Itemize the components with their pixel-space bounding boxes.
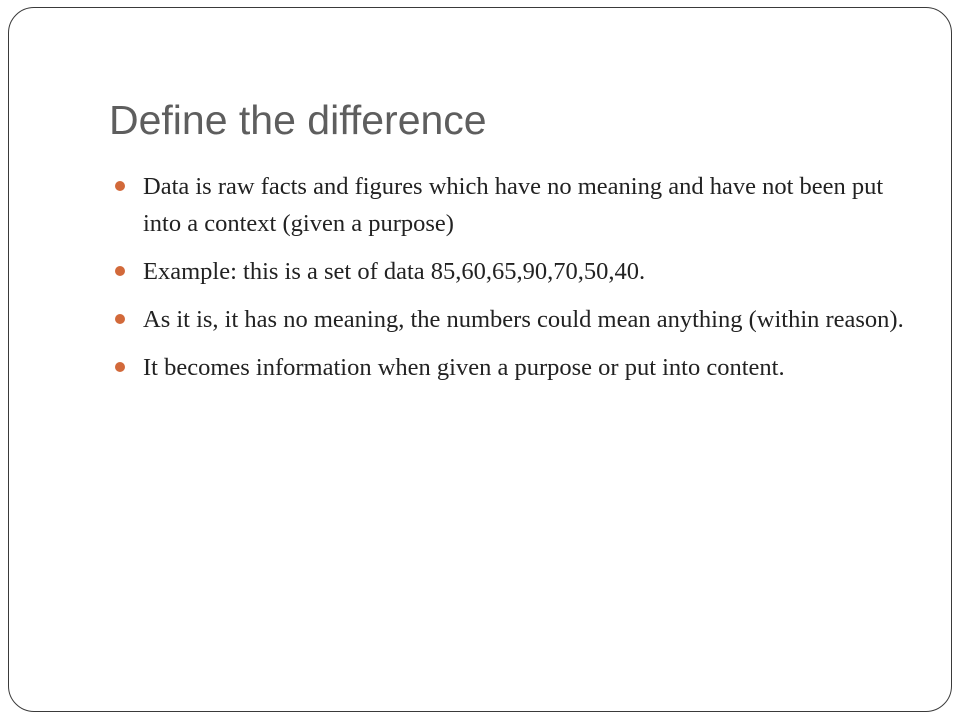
bullet-item-example: [115, 253, 915, 290]
slide-title: Define the difference: [109, 97, 487, 143]
bullet-item-no-meaning: [115, 301, 915, 338]
bullet-text: Data is raw facts and figures which have no meaning and have not been put into a context (given a purpose): [143, 173, 884, 237]
bullet-dot-icon: [115, 362, 125, 372]
bullet-item-information: [115, 349, 915, 386]
slide-frame: [8, 7, 952, 712]
bullet-text: It becomes information when given a purpose or put into content.: [143, 354, 785, 381]
bullet-dot-icon: [115, 314, 125, 324]
bullet-dot-icon: [115, 181, 125, 191]
bullet-dot-icon: [115, 266, 125, 276]
bullet-list: [115, 168, 915, 397]
bullet-item-data-definition: [115, 168, 915, 242]
bullet-text: Example: this is a set of data 85,60,65,90,70,50,40.: [143, 258, 646, 285]
bullet-text: As it is, it has no meaning, the numbers could mean anything (within reason).: [143, 306, 904, 333]
